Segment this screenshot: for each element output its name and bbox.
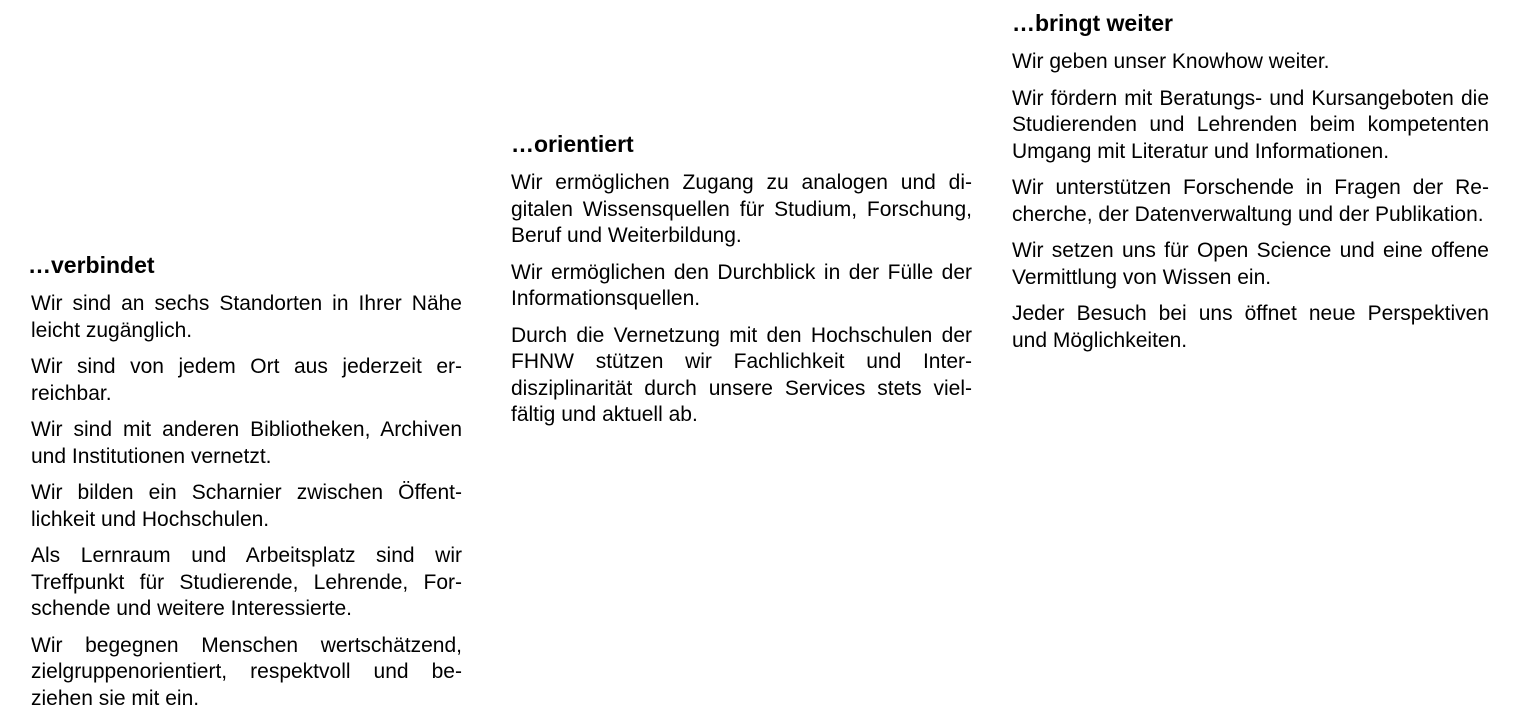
column-bringt-weiter <box>1012 10 1489 364</box>
paragraph: Wir fördern mit Beratungs- und Kursangeboten die Studierenden und Lehrenden beim kompetenten Umgang mit Literatur und Informationen. <box>1012 86 1489 163</box>
paragraph: Durch die Vernetzung mit den Hochschulen der FHNW stützen wir Fachlichkeit und Interdisziplinarität durch unsere Services stets vielfältig und aktuell ab. <box>511 323 972 426</box>
paragraph: Als Lernraum und Arbeitsplatz sind wir Treffpunkt für Studierende, Lehrende, Forschende und weitere Interessierte. <box>31 544 462 620</box>
column-orientiert <box>511 131 972 439</box>
column-verbindet <box>28 252 462 722</box>
paragraph: Wir bilden ein Scharnier zwischen Öffentlichkeit und Hochschulen. <box>31 481 462 531</box>
paragraph: Wir geben unser Knowhow weiter. <box>1012 50 1330 73</box>
paragraph: Wir unterstützen Forschende in Fragen der Recherche, der Datenverwaltung und der Publikation. <box>1012 176 1489 226</box>
paragraph: Wir sind mit anderen Bibliotheken, Archiven und Institutionen vernetzt. <box>31 418 462 468</box>
paragraph: Wir sind an sechs Standorten in Ihrer Nähe leicht zugänglich. <box>31 292 462 342</box>
heading-verbindet: …verbindet <box>28 252 155 278</box>
paragraph: Jeder Besuch bei uns öffnet neue Perspektiven und Möglichkeiten. <box>1012 302 1489 352</box>
heading-bringt-weiter: …bringt weiter <box>1012 10 1174 36</box>
paragraph: Wir begegnen Menschen wertschätzend, zielgruppenorientiert, respektvoll und beziehen sie mit ein. <box>31 633 462 710</box>
paragraph: Wir setzen uns für Open Science und eine offene Vermittlung von Wissen ein. <box>1012 239 1489 289</box>
heading-orientiert: …orientiert <box>511 131 634 157</box>
paragraph: Wir ermöglichen Zugang zu analogen und digitalen Wissensquellen für Studium, Forschung, Beruf und Weiterbildung. <box>511 171 972 247</box>
paragraph: Wir sind von jedem Ort aus jederzeit erreichbar. <box>31 355 462 405</box>
paragraph: Wir ermöglichen den Durchblick in der Fülle der Informationsquellen. <box>511 260 972 310</box>
